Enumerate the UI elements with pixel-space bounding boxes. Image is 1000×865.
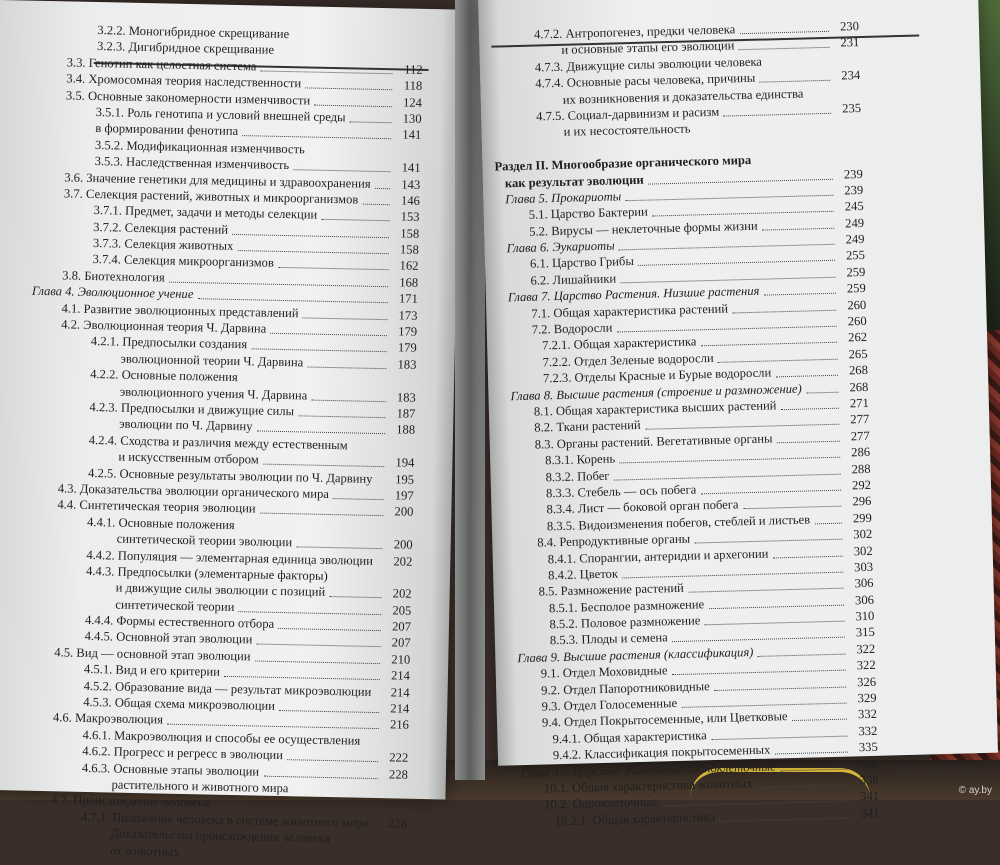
page-number <box>385 520 413 521</box>
leader-dots <box>672 660 846 676</box>
leader-dots <box>350 111 392 123</box>
page-number: 239 <box>843 166 863 181</box>
chapter-title: Глава 7. Царство Растения. Низшие растения <box>507 283 760 305</box>
page-number: 341 <box>860 805 880 821</box>
leader-dots <box>718 349 838 363</box>
page-number: 228 <box>387 816 407 831</box>
page-number: 268 <box>849 379 869 395</box>
toc-entry-title: в формировании фенотипа <box>95 121 239 139</box>
toc-entry-title: и движущие силы эволюции с позиций <box>115 580 326 600</box>
page-number: 245 <box>844 199 864 214</box>
page-number: 286 <box>851 445 871 460</box>
page-number: 299 <box>852 510 872 526</box>
leader-dots <box>625 185 833 201</box>
leader-dots <box>271 323 388 336</box>
page-number: 141 <box>401 160 421 175</box>
page-number: 335 <box>858 739 878 755</box>
page-number: 262 <box>848 330 868 345</box>
page-number: 216 <box>389 717 410 733</box>
toc-entry-title: синтетической теории <box>115 597 235 614</box>
toc-entry-title: 7.1. Общая характеристика растений <box>531 301 729 321</box>
toc-entry-title: 9.2. Отдел Папоротниковидные <box>541 678 710 698</box>
chapter-title: Глава 8. Высшие растения (строение и размножение) <box>510 381 802 403</box>
leader-dots <box>260 503 384 517</box>
page-number: 288 <box>851 461 871 476</box>
page-number: 153 <box>400 209 420 225</box>
page-number: 326 <box>857 674 877 689</box>
toc-entry-title: 4.4. Синтетическая теория эволюции <box>57 497 256 516</box>
leader-dots <box>257 421 386 435</box>
leader-dots <box>775 742 848 755</box>
toc-entry-title: 3.6. Значение генетики для медицины и здравоохранения <box>64 169 371 191</box>
page-number: 277 <box>850 412 870 427</box>
page-number: 207 <box>391 635 411 651</box>
toc-entry-title: 4.7.5. Социал-дарвинизм и расизм <box>535 104 720 124</box>
toc-entry-title: 9.1. Отдел Моховидные <box>540 663 668 681</box>
leader-dots <box>758 643 846 656</box>
page-number: 332 <box>857 707 878 722</box>
leader-dots <box>307 356 386 369</box>
page-number: 205 <box>392 603 412 618</box>
toc-entry-title: 8.5.2. Половое размножение <box>549 613 701 632</box>
toc-entry-title: и основные этапы его эволюции <box>561 38 735 58</box>
leader-dots <box>700 480 841 495</box>
page-number: 259 <box>846 281 866 296</box>
chapter-title: Глава 6. Эукариоты <box>506 238 615 256</box>
leader-dots <box>261 60 393 74</box>
toc-entry-title: 8.1. Общая характеристика высших растений <box>533 398 777 419</box>
toc-entry-title: эволюции по Ч. Дарвину <box>119 416 253 434</box>
page-number <box>379 831 407 832</box>
page-number: 162 <box>399 258 419 274</box>
toc-entry-title: 8.3.1. Корень <box>545 451 616 468</box>
leader-dots <box>238 240 389 254</box>
toc-entry-title: 4.6.3. Основные этапы эволюции <box>81 760 260 779</box>
leader-dots <box>705 611 845 626</box>
toc-entry-title: 6.2. Лишайники <box>530 271 617 288</box>
page-number: 302 <box>853 526 873 542</box>
toc-entry-title: 3.5.3. Наследственная изменчивость <box>94 154 290 173</box>
page-number <box>381 733 409 734</box>
page-number: 277 <box>850 428 870 444</box>
leader-dots <box>232 224 389 238</box>
toc-entry-title: растительного и животного мира <box>111 777 289 796</box>
chapter-title: Глава 10. Царство Животные. Одноклеточные <box>520 759 776 780</box>
page-number: 171 <box>398 291 418 307</box>
leader-dots <box>701 332 838 347</box>
page-number <box>395 28 423 29</box>
leader-dots <box>732 299 836 313</box>
toc-entry-title: 10.2. Одноклеточные <box>544 794 658 812</box>
page-number: 230 <box>839 19 860 34</box>
toc-entry-title: 9.4. Отдел Покрытосеменные, или Цветковые <box>541 709 788 730</box>
page-number <box>380 782 408 783</box>
toc-entry-title: 8.5.3. Плоды и семена <box>549 630 668 648</box>
toc-entry-title: 5.2. Вирусы — неклеточные формы жизни <box>528 218 758 239</box>
leader-dots <box>708 594 844 609</box>
page-number: 259 <box>846 264 866 280</box>
toc-entry-title: 6.1. Царство Грибы <box>529 254 634 272</box>
toc-entry-title: 4.4.1. Основные положения <box>86 514 235 532</box>
leader-dots <box>719 807 849 821</box>
page-number: 249 <box>844 215 865 231</box>
toc-entry-title: 4.2.2. Основные положения <box>90 367 238 385</box>
toc-entry-title: 3.7.2. Селекция растений <box>93 219 229 237</box>
leader-dots <box>279 700 379 713</box>
leader-dots <box>806 381 839 393</box>
toc-entry-title: 4.4.5. Основной этап эволюции <box>84 629 253 647</box>
page-number <box>387 438 415 439</box>
page-number: 200 <box>394 504 414 520</box>
toc-entry-title: 4.3. Доказательства эволюции органического мира <box>57 481 330 501</box>
leader-dots <box>296 536 382 549</box>
leader-dots <box>333 488 384 500</box>
leader-dots <box>278 257 389 270</box>
toc-entry-title: 10.1. Общая характеристика животных <box>543 776 753 796</box>
toc-entry-title: 4.7.1. Положение человека в системе животного мира. <box>80 809 372 830</box>
page-number: 210 <box>391 652 411 667</box>
page-number: 168 <box>399 275 419 290</box>
page-number: 292 <box>851 477 872 493</box>
leader-dots <box>694 529 842 544</box>
leader-dots <box>714 676 846 690</box>
toc-entry-title: 8.3. Органы растений. Вегетативные органы <box>534 431 773 452</box>
toc-entry-title: 3.7. Селекция растений, животных и микроорганизмов <box>63 186 359 207</box>
page-number: 322 <box>856 641 876 657</box>
page-number: 255 <box>845 248 866 263</box>
page-number: 222 <box>389 750 409 765</box>
leader-dots <box>711 725 848 740</box>
leader-dots <box>362 194 390 206</box>
page-number <box>393 143 421 144</box>
page-number: 306 <box>854 592 875 608</box>
leader-dots <box>762 217 834 230</box>
leader-dots <box>645 414 839 430</box>
leader-dots <box>169 271 388 287</box>
leader-dots <box>759 70 830 83</box>
leader-dots <box>321 209 389 221</box>
page-number: 235 <box>841 100 862 116</box>
page-number: 197 <box>394 488 414 503</box>
toc-entry-title: 4.6.1. Макроэволюция и способы ее осуществления <box>82 727 361 748</box>
leader-dots <box>251 339 387 353</box>
page-number: 315 <box>855 625 875 640</box>
toc-entry-title: 4.2. Эволюционная теория Ч. Дарвина <box>61 317 267 336</box>
page-number <box>378 848 406 849</box>
leader-dots <box>764 283 836 296</box>
toc-entry-title: 3.7.1. Предмет, задачи и методы селекции <box>93 203 318 222</box>
toc-entry-title: 8.4. Репродуктивные органы <box>537 531 691 550</box>
page-number: 130 <box>402 111 422 126</box>
toc-entry-title: 3.2.2. Моногибридное скрещивание <box>97 23 290 42</box>
toc-entry-title: 4.6.2. Прогресс и регресс в эволюции <box>82 744 284 763</box>
leader-dots <box>743 496 842 510</box>
page-number: 158 <box>400 226 420 241</box>
toc-entry-title: 7.2.2. Отдел Зеленые водоросли <box>542 350 714 370</box>
toc-entry-title: 3.5.2. Модификационная изменчивость <box>94 137 305 157</box>
page-number: 179 <box>398 324 418 339</box>
toc-entry-title: 4.4.2. Популяция — элементарная единица эволюции <box>86 547 374 568</box>
page-number: 239 <box>844 182 864 198</box>
toc-entry-title: Раздел II. Многообразие органического мира <box>494 153 752 174</box>
toc-entry-title: 4.7.4. Основные расы человека, причины <box>535 70 756 91</box>
page-number: 194 <box>395 455 415 470</box>
toc-entry-title: 3.7.4. Селекция микроорганизмов <box>92 252 275 271</box>
page-number: 302 <box>853 543 873 558</box>
toc-entry-title: 7.2. Водоросли <box>531 320 613 337</box>
toc-entry-title: 4.7.3. Движущие силы эволюции человека <box>534 54 763 75</box>
leader-dots <box>672 627 845 643</box>
toc-entry-title: 7.2.1. Общая характеристика <box>541 334 697 353</box>
leader-dots <box>293 159 390 172</box>
leader-dots <box>167 714 379 729</box>
toc-entry-title: 3.5.1. Роль генотипа и условий внешней среды <box>95 104 346 125</box>
toc-entry-title: и искусственным отбором <box>118 449 259 467</box>
page-number: 195 <box>395 471 415 487</box>
toc-entry-title: 10.2.1. Общая характеристика <box>554 809 716 829</box>
leader-dots <box>648 168 833 184</box>
leader-dots <box>781 398 839 411</box>
page-number <box>388 372 416 373</box>
toc-entry-title: 8.3.3. Стебель — ось побега <box>545 482 697 501</box>
toc-entry-title: 3.8. Биотехнология <box>62 268 165 285</box>
leader-dots <box>255 650 381 664</box>
leader-dots <box>198 288 388 303</box>
leader-dots <box>681 693 846 708</box>
chapter-title: Глава 4. Эволюционное учение <box>31 283 194 302</box>
leader-dots <box>638 250 835 266</box>
toc-entry-title: 4.6. Макроэволюция <box>52 710 164 727</box>
page-number: 124 <box>402 95 423 110</box>
page-number: 265 <box>848 346 868 362</box>
toc-entry-title: 4.2.1. Предпосылки создания <box>90 334 248 352</box>
toc-entry-title: 4.1. Развитие эволюционных представлений <box>61 300 299 320</box>
leader-dots <box>298 405 385 418</box>
toc-entry-title: 4.5. Вид — основной этап эволюции <box>54 645 251 664</box>
toc-entry-title: 4.5.2. Образование вида — результат микроэволюции <box>83 678 372 699</box>
page-number: 338 <box>859 772 879 788</box>
page-number: 143 <box>401 176 421 192</box>
chapter-title: Глава 5. Прокариоты <box>505 189 622 207</box>
leader-dots <box>757 775 849 788</box>
toc-entry-title: 3.7.3. Селекция животных <box>92 236 234 254</box>
page-number <box>832 84 860 85</box>
toc-entry-title: 8.4.2. Цветок <box>548 566 619 583</box>
page-number: 341 <box>860 789 880 804</box>
page-number: 207 <box>391 619 412 634</box>
leader-dots <box>814 512 842 524</box>
page-number <box>833 116 861 117</box>
toc-entry-title: 3.5. Основные закономерности изменчивости <box>65 87 311 108</box>
leader-dots <box>312 389 386 402</box>
leader-dots <box>287 749 378 762</box>
page-number: 268 <box>848 363 869 378</box>
toc-entry-title: 8.2. Ткани растений <box>534 418 641 436</box>
page-number: 158 <box>399 242 420 257</box>
toc-entry-title: 8.3.5. Видоизменения побегов, стеблей и листьев <box>546 512 811 534</box>
toc-entry-title: 8.3.2. Побег <box>545 468 610 484</box>
page-number <box>384 569 412 570</box>
table-of-contents-left <box>0 20 461 865</box>
leader-dots <box>263 454 385 468</box>
page-number <box>834 149 862 150</box>
leader-dots <box>792 709 847 721</box>
page-number <box>395 45 423 46</box>
leader-dots <box>242 125 391 139</box>
toc-entry-title: Доказательства происхождения человека <box>110 826 330 846</box>
toc-entry-title: 4.7.2. Антропогенез, предки человека <box>533 22 736 42</box>
page-number: 200 <box>393 537 413 552</box>
page-number: 271 <box>849 395 869 411</box>
page-number: 179 <box>397 340 417 356</box>
leader-dots <box>777 430 840 443</box>
leader-dots <box>739 21 829 34</box>
page-number: 234 <box>841 68 861 83</box>
toc-entry-title: 8.4.1. Спорангии, антеридии и архегонии <box>547 546 769 566</box>
toc-entry-title: 4.2.4. Сходства и различия между естественным <box>88 432 348 453</box>
toc-entry-title: синтетической теории эволюции <box>116 531 293 550</box>
toc-entry-title: эволюционной теории Ч. Дарвина <box>120 351 304 370</box>
toc-entry-title: 3.2.3. Дигибридное скрещивание <box>96 39 275 58</box>
leader-dots <box>239 601 382 615</box>
page-number: 214 <box>390 668 411 683</box>
page-number: 183 <box>396 389 416 405</box>
page-number: 188 <box>396 422 416 438</box>
leader-dots <box>652 201 834 217</box>
table-of-contents-right <box>479 15 1000 831</box>
leader-dots <box>329 586 381 598</box>
page-number: 214 <box>390 684 410 700</box>
page-number: 231 <box>840 35 860 50</box>
leader-dots <box>780 758 849 771</box>
page-number: 310 <box>855 608 875 624</box>
toc-entry-title: от животных <box>110 843 180 859</box>
leader-dots <box>257 634 381 648</box>
toc-entry-title: их возникновения и доказательства единства <box>562 86 804 107</box>
page-number: 329 <box>857 690 877 706</box>
page-number: 296 <box>852 494 872 509</box>
toc-entry-title: 3.4. Хромосомная теория наследственности <box>66 71 302 91</box>
toc-entry-title: как результат эволюции <box>504 172 644 190</box>
toc-entry-title: и их несостоятельность <box>563 121 691 140</box>
page-number: 118 <box>403 78 423 94</box>
page-number: 260 <box>847 313 867 329</box>
toc-entry-title: 5.1. Царство Бактерии <box>528 204 648 223</box>
toc-entry-title: 4.5.3. Общая схема микроэволюции <box>83 694 276 713</box>
toc-entry-title: 4.4.3. Предпосылки (элементарные факторы) <box>85 563 328 583</box>
chapter-title: Глава 9. Высшие растения (классификация) <box>517 644 754 666</box>
page-number <box>379 798 407 799</box>
leader-dots <box>263 765 378 778</box>
toc-entry-title: 4.2.3. Предпосылки и движущие силы <box>89 399 295 419</box>
page-number: 214 <box>390 701 410 716</box>
page-number: 202 <box>393 553 413 569</box>
page-number: 183 <box>397 357 417 372</box>
leader-dots <box>739 37 830 50</box>
toc-entry-title: 9.3. Отдел Голосеменные <box>541 696 678 714</box>
toc-entry-title: 9.4.2. Классификация покрытосеменных <box>552 742 771 763</box>
page-number: 322 <box>856 658 876 673</box>
page-number: 249 <box>845 232 865 247</box>
leader-dots <box>619 234 835 251</box>
toc-entry-title: 8.5. Размножение растений <box>538 581 685 599</box>
leader-dots <box>688 578 844 593</box>
page-number: 260 <box>847 297 867 313</box>
toc-entry-title: 7.2.3. Отделы Красные и Бурые водоросли <box>542 365 772 386</box>
page-number: 202 <box>392 586 412 602</box>
page-number: 306 <box>854 576 874 591</box>
leader-dots <box>303 307 388 320</box>
page-number: 228 <box>388 766 409 782</box>
leader-dots <box>375 177 391 188</box>
leader-dots <box>723 103 831 117</box>
toc-entry-title: 8.5.1. Бесполое размножение <box>548 596 705 616</box>
watermark: © ay.by <box>958 785 992 796</box>
leader-dots <box>278 618 381 631</box>
leader-dots <box>662 791 850 807</box>
page-number: 187 <box>396 406 416 421</box>
page-number: 173 <box>398 308 418 323</box>
page-number: 141 <box>402 127 422 143</box>
leader-dots <box>775 365 838 378</box>
leader-dots <box>773 545 843 558</box>
toc-entry-title: 4.2.5. Основные результаты эволюции по Ч. Дарвину <box>87 465 373 486</box>
leader-dots <box>305 78 392 91</box>
page-number: 303 <box>854 559 874 575</box>
toc-entry-title: 4.5.1. Вид и его критерии <box>83 662 221 679</box>
page-number: 338 <box>859 756 879 771</box>
page-number: 332 <box>858 723 878 739</box>
toc-entry-title: 3.3. Генотип как целостная система <box>66 55 257 74</box>
toc-entry-title: 4.7. Происхождение человека <box>51 792 210 810</box>
leader-dots <box>620 267 835 284</box>
leader-dots <box>314 94 392 107</box>
page-number <box>832 51 860 52</box>
toc-entry-title: 9.4.1. Общая характеристика <box>552 728 707 747</box>
toc-entry-title: 8.3.4. Лист — боковой орган побега <box>546 497 739 517</box>
page-number: 146 <box>400 193 421 208</box>
page-number: 112 <box>404 62 423 77</box>
page-number <box>834 133 862 134</box>
toc-entry-title: 4.4.4. Формы естественного отбора <box>84 612 275 631</box>
leader-dots <box>224 666 380 680</box>
toc-entry-title: эволюционного учения Ч. Дарвина <box>119 384 308 403</box>
left-page <box>0 0 462 859</box>
